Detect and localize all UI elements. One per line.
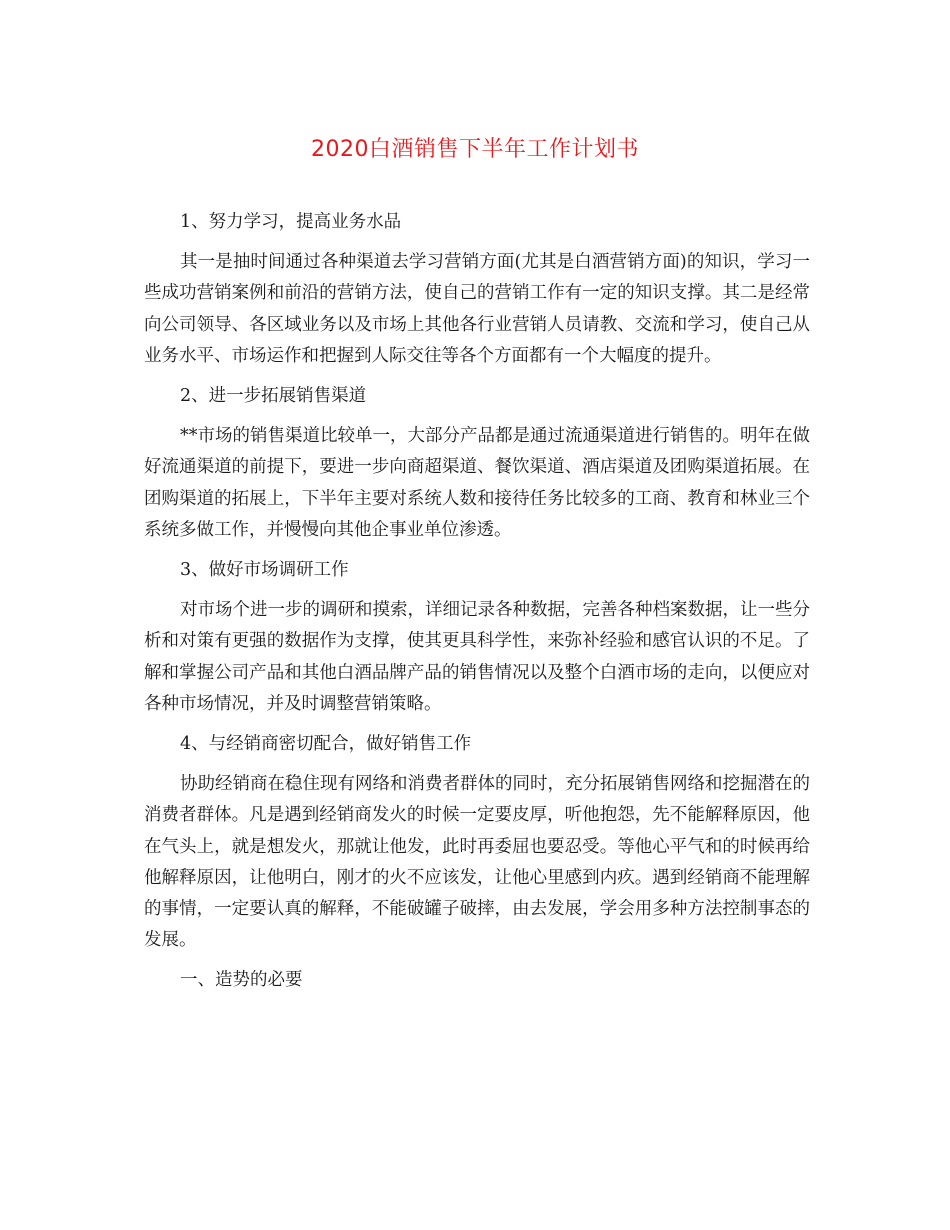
- section-1: [144, 207, 810, 372]
- section-heading: 2、进一步拓展销售渠道: [180, 386, 367, 407]
- section-heading: 一、造势的必要: [180, 970, 303, 991]
- section-paragraph: 协助经销商在稳住现有网络和消费者群体的同时，充分拓展销售网络和挖掘潜在的消费者群体。凡是遇到经销商发火的时候一定要皮厚，听他抱怨，先不能解释原因，他在气头上，就是想发火，那就让他发，此时再委屈也要忍受。等他心平气和的时候再给他解释原因，让他明白，刚才的火不应该发，让他心里感到内疚。遇到经销商不能理解的事情，一定要认真的解释，不能破罐子破摔，由去发展，学会用多种方法控制事态的发展。: [144, 774, 810, 951]
- section-paragraph: 其一是抽时间通过各种渠道去学习营销方面(尤其是白酒营销方面)的知识，学习一些成功营销案例和前沿的营销方法，使自己的营销工作有一定的知识支撑。其二是经常向公司领导、各区域业务以及市场上其他各行业营销人员请教、交流和学习，使自己从业务水平、市场运作和把握到人际交往等各个方面都有一个大幅度的提升。: [144, 252, 810, 366]
- section-heading: 4、与经销商密切配合，做好销售工作: [180, 734, 472, 755]
- section-heading: 1、努力学习，提高业务水品: [180, 212, 402, 232]
- section-2: [144, 381, 810, 546]
- section-5: [144, 965, 810, 996]
- document-title: 2020白酒销售下半年工作计划书: [311, 137, 639, 162]
- document-body: [144, 207, 810, 1006]
- section-heading: 3、做好市场调研工作: [180, 560, 349, 581]
- section-paragraph: **市场的销售渠道比较单一，大部分产品都是通过流通渠道进行销售的。明年在做好流通渠道的前提下，要进一步向商超渠道、餐饮渠道、酒店渠道及团购渠道拓展。在团购渠道的拓展上，下半年主要对系统人数和接待任务比较多的工商、教育和林业三个系统多做工作，并慢慢向其他企事业单位渗透。: [144, 426, 810, 540]
- section-paragraph: 对市场个进一步的调研和摸索，详细记录各种数据，完善各种档案数据，让一些分析和对策有更强的数据作为支撑，使其更具科学性，来弥补经验和感官认识的不足。了解和掌握公司产品和其他白酒品牌产品的销售情况以及整个白酒市场的走向，以便应对各种市场情况，并及时调整营销策略。: [144, 600, 810, 714]
- section-4: [144, 729, 810, 956]
- section-3: [144, 555, 810, 720]
